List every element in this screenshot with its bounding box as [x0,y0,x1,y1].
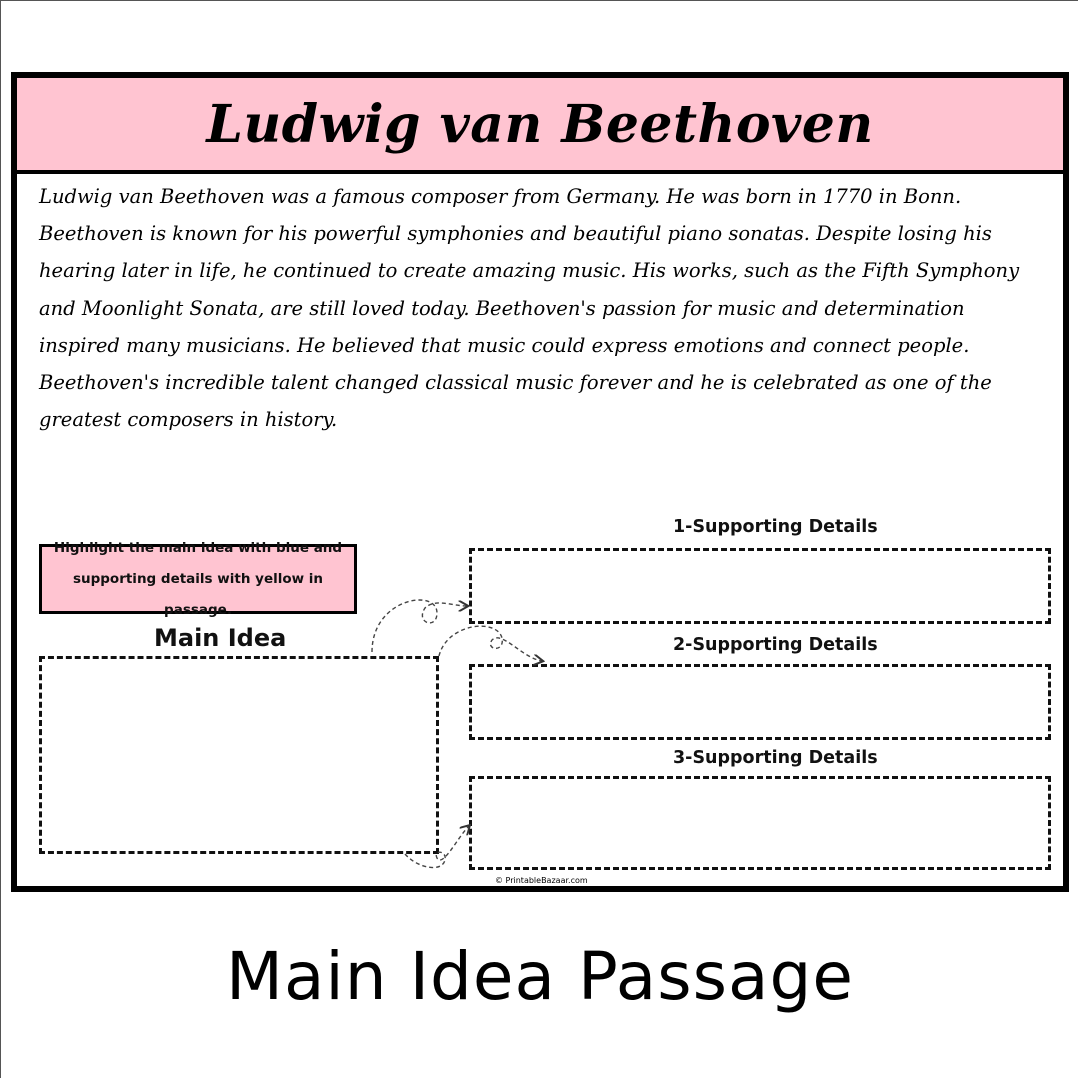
passage-text: Ludwig van Beethoven was a famous composer from Germany. He was born in 1770 in Bonn. Beethoven is known for his powerful symphonies and beautiful piano sonatas. Despite losing his hearing later in life, he continued to create amazing music. His works, such as the Fifth Symphony and Moonlight Sonata, are still loved today. Beethoven's passion for music and determination inspired many musicians. He believed that music could express emotions and connect people. Beethoven's incredible talent changed classical music forever and he is celebrated as one of the greatest composers in history. [39,185,1020,432]
dashed-curved-arrow-icon [372,600,467,652]
copyright-text: © PrintableBazaar.com [495,876,588,885]
dashed-curved-arrow-icon [405,826,469,868]
instruction-text: Highlight the main idea with blue and supporting details with yellow in passage. [53,539,343,618]
connector-arrows [17,78,1063,886]
supporting-detail-1-label: 1-Supporting Details [673,517,878,537]
supporting-detail-2-label: 2-Supporting Details [673,635,878,655]
worksheet [11,72,1069,892]
dashed-curved-arrow-icon [439,626,542,661]
caption: Main Idea Passage [226,938,854,1015]
worksheet-title: Ludwig van Beethoven [206,93,874,155]
main-idea-label: Main Idea [154,624,287,652]
supporting-detail-3-label: 3-Supporting Details [673,748,878,768]
